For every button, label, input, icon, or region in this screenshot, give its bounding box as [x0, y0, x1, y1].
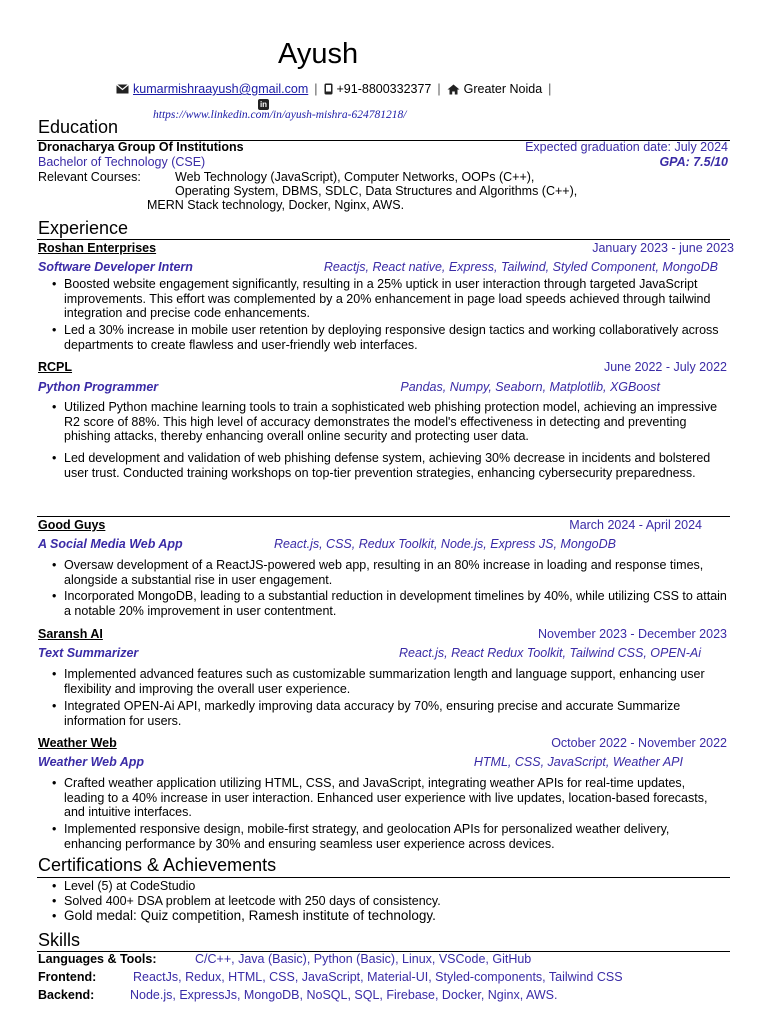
separator: | [548, 82, 552, 96]
job-date: June 2022 - July 2022 [603, 360, 727, 374]
courses-label: Relevant Courses: [38, 170, 141, 184]
job-bullet: Led a 30% increase in mobile user retention by deploying responsive design tactics and working collaboratively across departments to create flawless and user-friendly web interfaces. [64, 323, 719, 352]
job-role: Python Programmer [38, 380, 159, 394]
project-bullet: Implemented advanced features such as customizable summarization length and language support, enhancing user flexibility and improving the overall user experience. [64, 667, 705, 696]
project-bullet: Incorporated MongoDB, leading to a substantial reduction in development timelines by 40%, while utilizing CSS to attain a notable 20% improvement in user contentment. [64, 589, 727, 618]
location-text: Greater Noida [463, 82, 543, 96]
phone-number: +91-8800332377 [336, 82, 432, 96]
bullet-dot: • [52, 451, 57, 465]
envelope-icon [116, 84, 129, 94]
section-title-experience: Experience [38, 218, 129, 238]
education-school: Dronacharya Group Of Institutions [38, 140, 244, 154]
job-bullet: Utilized Python machine learning tools to train a sophisticated web phishing protection model, achieving an impressive R2 score of 88%. This high level of accuracy demonstrates the model's effectiveness in detecting and preventing phishing attacks, thereby enhancing overall online security and protecting user data. [64, 400, 718, 443]
certification-item: Gold medal: Quiz competition, Ramesh institute of technology. [64, 908, 436, 923]
home-icon [447, 84, 460, 95]
job-role: Software Developer Intern [38, 260, 193, 274]
separator: | [437, 82, 441, 96]
courses-line-2: Operating System, DBMS, SDLC, Data Structures and Algorithms (C++), [175, 184, 578, 198]
bullet-dot: • [52, 776, 57, 790]
bullet-dot: • [52, 822, 57, 836]
certification-item: Level (5) at CodeStudio [64, 879, 196, 893]
project-date: October 2022 - November 2022 [551, 736, 727, 750]
contact-line [116, 82, 553, 96]
job-org: Roshan Enterprises [38, 241, 157, 255]
phone-icon [324, 83, 333, 95]
skill-value: ReactJs, Redux, HTML, CSS, JavaScript, Material-UI, Styled-components, Tailwind CSS [133, 970, 623, 984]
skill-label: Backend: [38, 988, 95, 1002]
bullet-dot: • [52, 894, 57, 908]
project-org: Good Guys [38, 518, 106, 532]
job-date: January 2023 - june 2023 [592, 241, 734, 255]
project-bullet: Oversaw development of a ReactJS-powered web app, resulting in an 80% increase in loading and response times, alongside a substantial rise in user engagement. [64, 558, 704, 587]
linkedin-icon[interactable]: in [259, 100, 268, 109]
certification-item: Solved 400+ DSA problem at leetcode with 250 days of consistency. [64, 894, 441, 908]
bullet-dot: • [52, 558, 57, 572]
bullet-dot: • [52, 909, 57, 923]
section-divider [37, 877, 730, 878]
skill-label: Frontend: [38, 970, 97, 984]
bullet-dot: • [52, 699, 57, 713]
job-tech: Reactjs, React native, Express, Tailwind, Styled Component, MongoDB [323, 260, 718, 274]
resume-name: Ayush [278, 38, 359, 70]
bullet-dot: • [52, 589, 57, 603]
bullet-dot: • [52, 667, 57, 681]
education-degree: Bachelor of Technology (CSE) [38, 155, 206, 169]
section-title-education: Education [38, 117, 119, 137]
job-bullet: Led development and validation of web phishing defense system, achieving 30% decrease in incidents and bolstered user trust. Conducted training workshops on top-tier prevention strategies, enhancing cybersecurity preparedness. [64, 451, 711, 480]
skill-value: C/C++, Java (Basic), Python (Basic), Linux, VSCode, GitHub [195, 952, 532, 966]
project-bullet: Crafted weather application utilizing HTML, CSS, and JavaScript, integrating weather APIs for real-time updates, leading to a 40% increase in user interaction. Enhanced user experience with live updates, location-based forecasts, and intuitive interfaces. [64, 776, 708, 819]
project-tech: React.js, React Redux Toolkit, Tailwind CSS, OPEN-Ai [399, 646, 701, 660]
education-grad-date: Expected graduation date: July 2024 [525, 140, 728, 154]
bullet-dot: • [52, 323, 57, 337]
section-title-certifications: Certifications & Achievements [38, 855, 277, 875]
project-org: Saransh AI [38, 627, 103, 641]
bullet-dot: • [52, 400, 57, 414]
education-gpa: GPA: 7.5/10 [659, 155, 728, 169]
courses-line-1: Web Technology (JavaScript), Computer Networks, OOPs (C++), [175, 170, 535, 184]
project-role: A Social Media Web App [38, 537, 183, 551]
project-role: Weather Web App [38, 755, 145, 769]
linkedin-url[interactable]: https://www.linkedin.com/in/ayush-mishra-624781218/ [153, 109, 407, 121]
project-date: November 2023 - December 2023 [538, 627, 727, 641]
project-tech: HTML, CSS, JavaScript, Weather API [473, 755, 683, 769]
skill-value: Node.js, ExpressJs, MongoDB, NoSQL, SQL, Firebase, Docker, Nginx, AWS. [130, 988, 558, 1002]
email-link[interactable]: kumarmishraayush@gmail.com [133, 82, 309, 96]
section-divider [37, 239, 730, 240]
project-bullet: Implemented responsive design, mobile-first strategy, and geolocation APIs for personalized weather delivery, enhancing performance by 30% and ensuring seamless user experience across devices. [64, 822, 670, 851]
section-title-skills: Skills [38, 930, 81, 950]
job-org: RCPL [38, 360, 73, 374]
project-role: Text Summarizer [38, 646, 139, 660]
project-bullet: Integrated OPEN-Ai API, markedly improving data accuracy by 70%, ensuring precise and accurate Summarize information for users. [64, 699, 681, 728]
bullet-dot: • [52, 879, 57, 893]
skill-label: Languages & Tools: [38, 952, 157, 966]
section-divider [37, 516, 730, 517]
project-tech: React.js, CSS, Redux Toolkit, Node.js, Express JS, MongoDB [273, 537, 616, 551]
project-date: March 2024 - April 2024 [569, 518, 702, 532]
project-org: Weather Web [38, 736, 117, 750]
job-tech: Pandas, Numpy, Seaborn, Matplotlib, XGBoost [400, 380, 660, 394]
separator: | [314, 82, 318, 96]
job-bullet: Boosted website engagement significantly, resulting in a 25% uptick in user interaction through targeted JavaScript improvements. This effort was complemented by a 20% enhancement in page load speeds achieved through tailwind integration and precise code enhancements. [64, 277, 711, 320]
bullet-dot: • [52, 277, 57, 291]
courses-line-3: MERN Stack technology, Docker, Nginx, AWS. [147, 198, 405, 212]
